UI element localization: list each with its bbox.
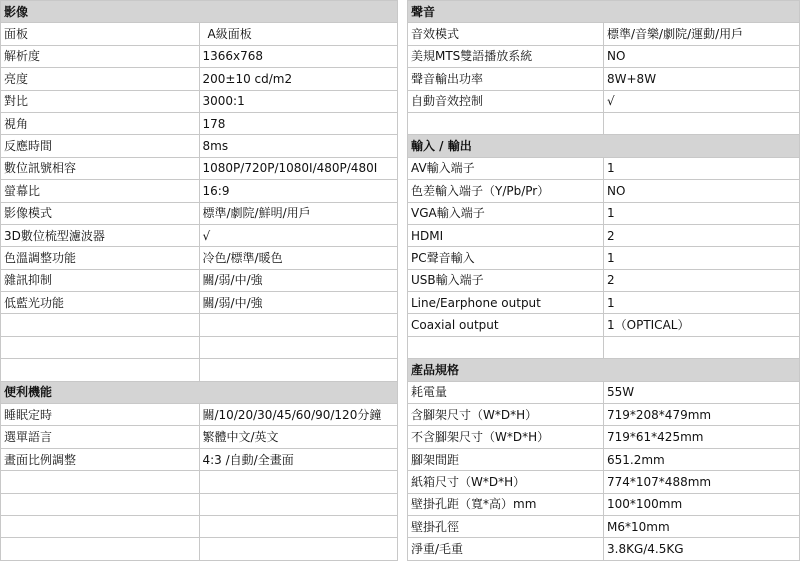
spec-row [408, 202, 800, 224]
spec-label: 紙箱尺寸（W*D*H） [408, 471, 604, 493]
spec-label [1, 538, 200, 560]
spec-row [1, 68, 398, 90]
spec-label: 對比 [1, 90, 200, 112]
spec-value: 774*107*488mm [604, 471, 800, 493]
spec-label: 音效模式 [408, 23, 604, 45]
spec-label: 腳架間距 [408, 448, 604, 470]
spec-row [1, 90, 398, 112]
spec-value [604, 336, 800, 358]
section-header: 影像 [1, 1, 398, 23]
spec-row [1, 448, 398, 470]
spec-row [1, 269, 398, 291]
spec-label: AV輸入端子 [408, 157, 604, 179]
spec-label: 視角 [1, 112, 200, 134]
spec-label: 壁掛孔距（寬*高）mm [408, 493, 604, 515]
spec-value: A級面板 [199, 23, 398, 45]
spec-row [408, 157, 800, 179]
spec-value: 1 [604, 157, 800, 179]
spec-row [1, 404, 398, 426]
spec-value: 8ms [199, 135, 398, 157]
spec-label [408, 112, 604, 134]
spec-label: 面板 [1, 23, 200, 45]
spec-label: Coaxial output [408, 314, 604, 336]
spec-row [408, 45, 800, 67]
spec-value: 3.8KG/4.5KG [604, 538, 800, 560]
spec-label: 反應時間 [1, 135, 200, 157]
spec-row [408, 448, 800, 470]
spec-row [1, 23, 398, 45]
spec-label: 低藍光功能 [1, 292, 200, 314]
spec-value: 1 [604, 202, 800, 224]
spec-row [408, 90, 800, 112]
spec-row [408, 515, 800, 537]
spec-label: 色溫調整功能 [1, 247, 200, 269]
spec-label: 美規MTS雙語播放系統 [408, 45, 604, 67]
spec-row [1, 426, 398, 448]
right-spec-table [407, 0, 800, 561]
spec-value: 719*208*479mm [604, 404, 800, 426]
section-header: 便利機能 [1, 381, 398, 403]
spec-value: 關/10/20/30/45/60/90/120分鐘 [199, 404, 398, 426]
spec-value: 100*100mm [604, 493, 800, 515]
spec-value: 178 [199, 112, 398, 134]
section-header-row [1, 381, 398, 403]
spec-row [1, 45, 398, 67]
spec-label [1, 314, 200, 336]
spec-row [1, 314, 398, 336]
spec-label: 不含腳架尺寸（W*D*H） [408, 426, 604, 448]
left-spec-table [0, 0, 398, 561]
spec-label [408, 336, 604, 358]
left-table [0, 0, 398, 561]
spec-value: 標準/劇院/鮮明/用戶 [199, 202, 398, 224]
spec-value: 4:3 /自動/全畫面 [199, 448, 398, 470]
spec-label: 數位訊號相容 [1, 157, 200, 179]
spec-value: 1（OPTICAL） [604, 314, 800, 336]
right-table [407, 0, 800, 561]
spec-label: 3D數位梳型濾波器 [1, 224, 200, 246]
spec-value: M6*10mm [604, 515, 800, 537]
spec-value [604, 112, 800, 134]
spec-label: 壁掛孔徑 [408, 515, 604, 537]
section-header-row [408, 1, 800, 23]
spec-label: 亮度 [1, 68, 200, 90]
spec-row [408, 336, 800, 358]
spec-value: 2 [604, 269, 800, 291]
spec-label: 選單語言 [1, 426, 200, 448]
spec-row [1, 493, 398, 515]
spec-value [199, 471, 398, 493]
section-header: 產品規格 [408, 359, 800, 381]
spec-value: 1080P/720P/1080I/480P/480I [199, 157, 398, 179]
spec-row [1, 471, 398, 493]
spec-value: 2 [604, 224, 800, 246]
spec-row [408, 180, 800, 202]
spec-row [1, 224, 398, 246]
spec-row [1, 180, 398, 202]
spec-row [408, 381, 800, 403]
spec-label: 影像模式 [1, 202, 200, 224]
spec-row [408, 68, 800, 90]
spec-row [1, 157, 398, 179]
spec-row [1, 515, 398, 537]
spec-row [1, 292, 398, 314]
spec-row [408, 426, 800, 448]
spec-value: 1366x768 [199, 45, 398, 67]
spec-label [1, 493, 200, 515]
spec-value: √ [604, 90, 800, 112]
spec-value: 55W [604, 381, 800, 403]
spec-label: VGA輸入端子 [408, 202, 604, 224]
spec-label [1, 359, 200, 381]
spec-value: 719*61*425mm [604, 426, 800, 448]
spec-label: 螢幕比 [1, 180, 200, 202]
spec-value: 200±10 cd/m2 [199, 68, 398, 90]
spec-value: 16:9 [199, 180, 398, 202]
spec-label: USB輸入端子 [408, 269, 604, 291]
spec-value: 冷色/標準/暖色 [199, 247, 398, 269]
spec-row [408, 538, 800, 560]
spec-value [199, 515, 398, 537]
spec-row [1, 359, 398, 381]
spec-label: PC聲音輸入 [408, 247, 604, 269]
spec-label: 雜訊抑制 [1, 269, 200, 291]
spec-value: 關/弱/中/強 [199, 292, 398, 314]
spec-row [1, 336, 398, 358]
spec-value [199, 359, 398, 381]
spec-row [408, 471, 800, 493]
spec-row [408, 404, 800, 426]
spec-row [408, 247, 800, 269]
spec-label: 睡眠定時 [1, 404, 200, 426]
spec-value: NO [604, 180, 800, 202]
spec-row [408, 224, 800, 246]
spec-row [1, 112, 398, 134]
spec-label: 畫面比例調整 [1, 448, 200, 470]
section-header: 聲音 [408, 1, 800, 23]
spec-row [408, 112, 800, 134]
spec-row [408, 23, 800, 45]
spec-value [199, 314, 398, 336]
spec-row [1, 202, 398, 224]
spec-value: 繁體中文/英文 [199, 426, 398, 448]
spec-row [408, 314, 800, 336]
spec-value: 3000:1 [199, 90, 398, 112]
section-header-row [408, 135, 800, 157]
spec-value [199, 493, 398, 515]
spec-row [1, 247, 398, 269]
spec-label: 含腳架尺寸（W*D*H） [408, 404, 604, 426]
spec-value: 1 [604, 292, 800, 314]
spec-value: 標準/音樂/劇院/運動/用戶 [604, 23, 800, 45]
spec-row [408, 493, 800, 515]
spec-row [408, 269, 800, 291]
spec-row [1, 538, 398, 560]
spec-label: 色差輸入端子（Y/Pb/Pr） [408, 180, 604, 202]
spec-label [1, 336, 200, 358]
spec-label: 自動音效控制 [408, 90, 604, 112]
spec-value: √ [199, 224, 398, 246]
spec-label: HDMI [408, 224, 604, 246]
spec-value: NO [604, 45, 800, 67]
section-header-row [408, 359, 800, 381]
spec-value: 8W+8W [604, 68, 800, 90]
spec-label [1, 471, 200, 493]
spec-value [199, 538, 398, 560]
spec-label [1, 515, 200, 537]
spec-label: 解析度 [1, 45, 200, 67]
spec-label: Line/Earphone output [408, 292, 604, 314]
spec-value: 關/弱/中/強 [199, 269, 398, 291]
spec-label: 耗電量 [408, 381, 604, 403]
section-header: 輸入 / 輸出 [408, 135, 800, 157]
spec-label: 淨重/毛重 [408, 538, 604, 560]
spec-value: 1 [604, 247, 800, 269]
spec-value: 651.2mm [604, 448, 800, 470]
section-header-row [1, 1, 398, 23]
spec-row [408, 292, 800, 314]
spec-label: 聲音輸出功率 [408, 68, 604, 90]
spec-value [199, 336, 398, 358]
spec-row [1, 135, 398, 157]
